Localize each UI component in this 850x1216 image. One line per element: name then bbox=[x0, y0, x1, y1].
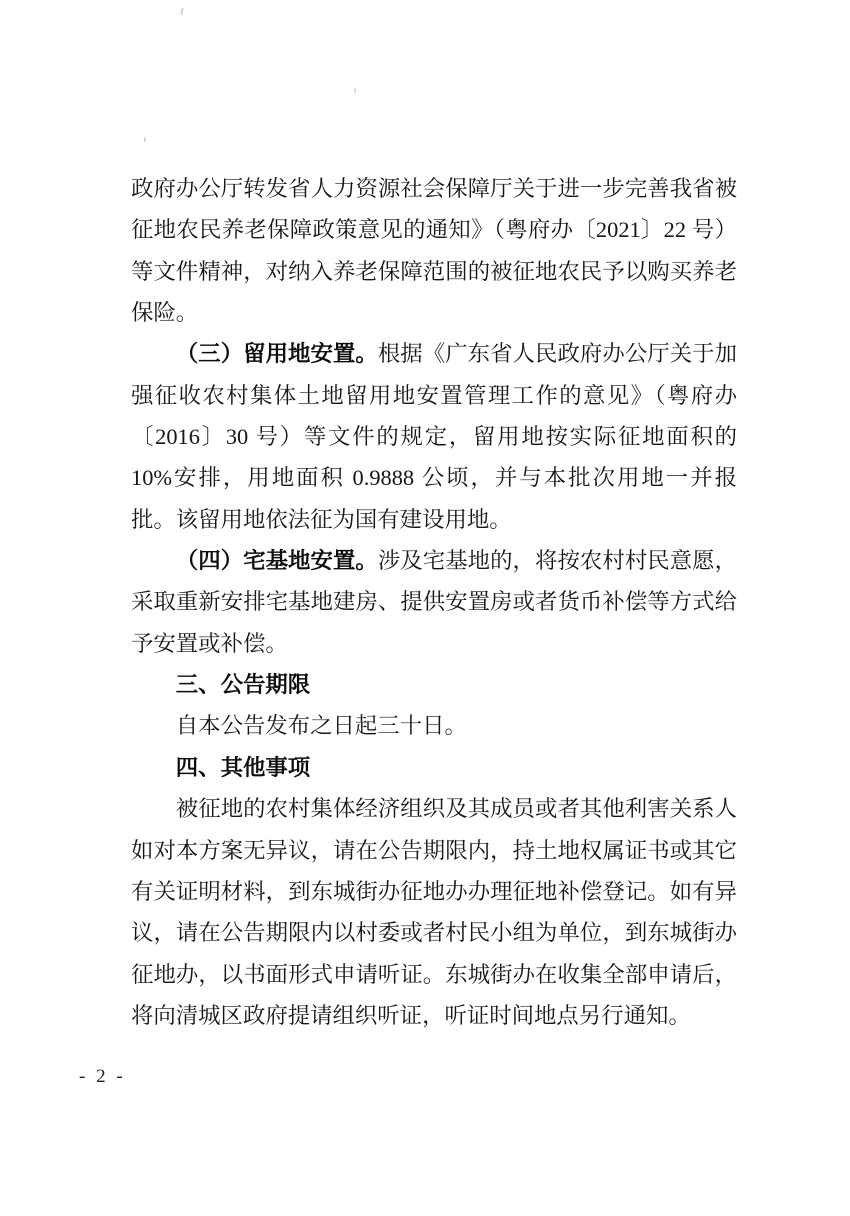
bold-text-run: 四、其他事项 bbox=[175, 754, 311, 780]
bold-text-run: （四）宅基地安置。 bbox=[175, 548, 378, 574]
paragraph bbox=[131, 705, 737, 746]
scan-speck-icon bbox=[354, 88, 356, 93]
section-heading bbox=[131, 747, 737, 788]
paragraph bbox=[131, 333, 737, 540]
section-heading bbox=[131, 664, 737, 705]
page-number: - 2 - bbox=[79, 1066, 126, 1087]
text-run: 政府办公厅转发省人力资源社会保障厅关于进一步完善我省被征地农民养老保障政策意见的通知》（粤府办〔2021〕22 号）等文件精神，对纳入养老保障范围的被征地农民予以购买养老保险。 bbox=[131, 176, 737, 326]
text-run: 自本公告发布之日起三十日。 bbox=[175, 713, 467, 739]
bold-text-run: 三、公告期限 bbox=[175, 672, 311, 698]
scan-speck-icon bbox=[144, 137, 146, 142]
scan-speck-icon bbox=[180, 8, 183, 15]
bold-text-run: （三）留用地安置。 bbox=[175, 341, 378, 367]
text-run: 涉及宅基地的，将按农村村民意愿，采取重新安排宅基地建房、提供安置房或者货币补偿等方式给予安置或补偿。 bbox=[131, 548, 738, 656]
text-run: 根据《广东省人民政府办公厅关于加强征收农村集体土地留用地安置管理工作的意见》（粤府办〔2016〕30 号）等文件的规定，留用地按实际征地面积的 10%安排，用地面积 0.9888 公顷，并与本批次用地一并报批。该留用地依法征为国有建设用地。 bbox=[131, 341, 738, 532]
text-run: 被征地的农村集体经济组织及其成员或者其他利害关系人如对本方案无异议，请在公告期限内，持土地权属证书或其它有关证明材料，到东城街办征地办办理征地补偿登记。如有异议，请在公告期限内以村委或者村民小组为单位，到东城街办征地办，以书面形式申请听证。东城街办在收集全部申请后，将向清城区政府提请组织听证，听证时间地点另行通知。 bbox=[131, 796, 737, 1028]
paragraph bbox=[131, 168, 737, 333]
document-body bbox=[131, 168, 737, 1036]
paragraph bbox=[131, 540, 737, 664]
paragraph bbox=[131, 788, 737, 1036]
